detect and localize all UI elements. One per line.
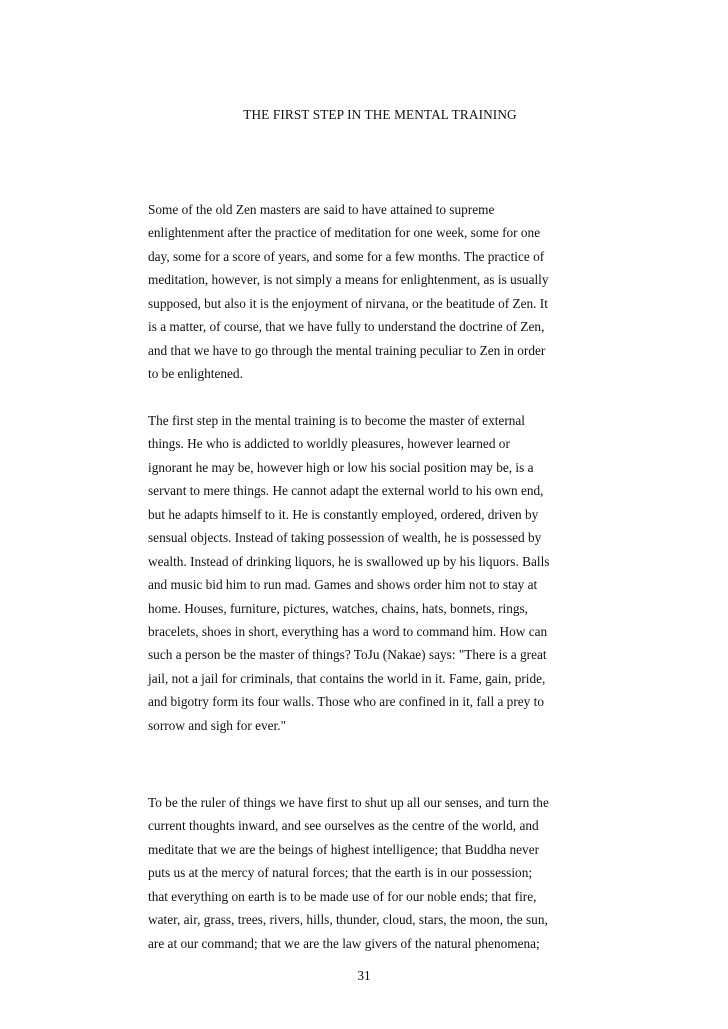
text-line: meditate that we are the beings of highest intelligence; that Buddha never	[148, 841, 540, 857]
text-line: Some of the old Zen masters are said to have attained to supreme	[148, 202, 495, 217]
paragraph-1	[148, 198, 600, 386]
text-line: is a matter, of course, that we have fully to understand the doctrine of Zen,	[148, 319, 545, 335]
text-line: To be the ruler of things we have first to shut up all our senses, and turn the	[148, 795, 549, 810]
text-line: water, air, grass, trees, rivers, hills, thunder, cloud, stars, the moon, the sun,	[148, 912, 548, 928]
text-line: jail, not a jail for criminals, that contains the world in it. Fame, gain, pride,	[148, 670, 546, 686]
text-line: but he adapts himself to it. He is constantly employed, ordered, driven by	[148, 506, 539, 522]
text-line: puts us at the mercy of natural forces; that the earth is in our possession;	[148, 865, 533, 881]
text-line: and music bid him to run mad. Games and shows order him not to stay at	[148, 577, 538, 593]
text-line: bracelets, shoes in short, everything has a word to command him. How can	[148, 623, 548, 639]
paragraph-2	[148, 409, 600, 737]
text-line: and that we have to go through the mental training peculiar to Zen in order	[148, 342, 546, 358]
text-line: are at our command; that we are the law givers of the natural phenomena;	[148, 935, 540, 951]
text-line: home. Houses, furniture, pictures, watches, chains, hats, bonnets, rings,	[148, 600, 528, 616]
paragraph-3	[148, 791, 600, 955]
text-line: sorrow and sigh for ever."	[148, 717, 286, 733]
text-line: ignorant he may be, however high or low his social position may be, is a	[148, 459, 534, 475]
text-line: wealth. Instead of drinking liquors, he is swallowed up by his liquors. Balls	[148, 553, 550, 569]
text-line: current thoughts inward, and see ourselves as the centre of the world, and	[148, 818, 539, 834]
text-line: day, some for a score of years, and some for a few months. The practice of	[148, 248, 545, 264]
text-line: that everything on earth is to be made use of for our noble ends; that fire,	[148, 888, 537, 904]
text-line: things. He who is addicted to worldly pleasures, however learned or	[148, 436, 510, 452]
text-line: such a person be the master of things? ToJu (Nakae) says: "There is a great	[148, 647, 547, 663]
text-line: and bigotry form its four walls. Those who are confined in it, fall a prey to	[148, 694, 544, 710]
page-number: 31	[357, 968, 371, 983]
text-line: sensual objects. Instead of taking possession of wealth, he is possessed by	[148, 530, 542, 546]
text-line: supposed, but also it is the enjoyment of nirvana, or the beatitude of Zen. It	[148, 295, 548, 311]
text-line: meditation, however, is not simply a means for enlightenment, as is usually	[148, 272, 549, 288]
chapter-title: THE FIRST STEP IN THE MENTAL TRAINING	[243, 107, 517, 122]
text-line: to be enlightened.	[148, 366, 243, 382]
text-line: enlightenment after the practice of meditation for one week, some for one	[148, 225, 541, 241]
text-line: servant to mere things. He cannot adapt the external world to his own end,	[148, 483, 544, 499]
text-line: The first step in the mental training is to become the master of external	[148, 413, 525, 428]
